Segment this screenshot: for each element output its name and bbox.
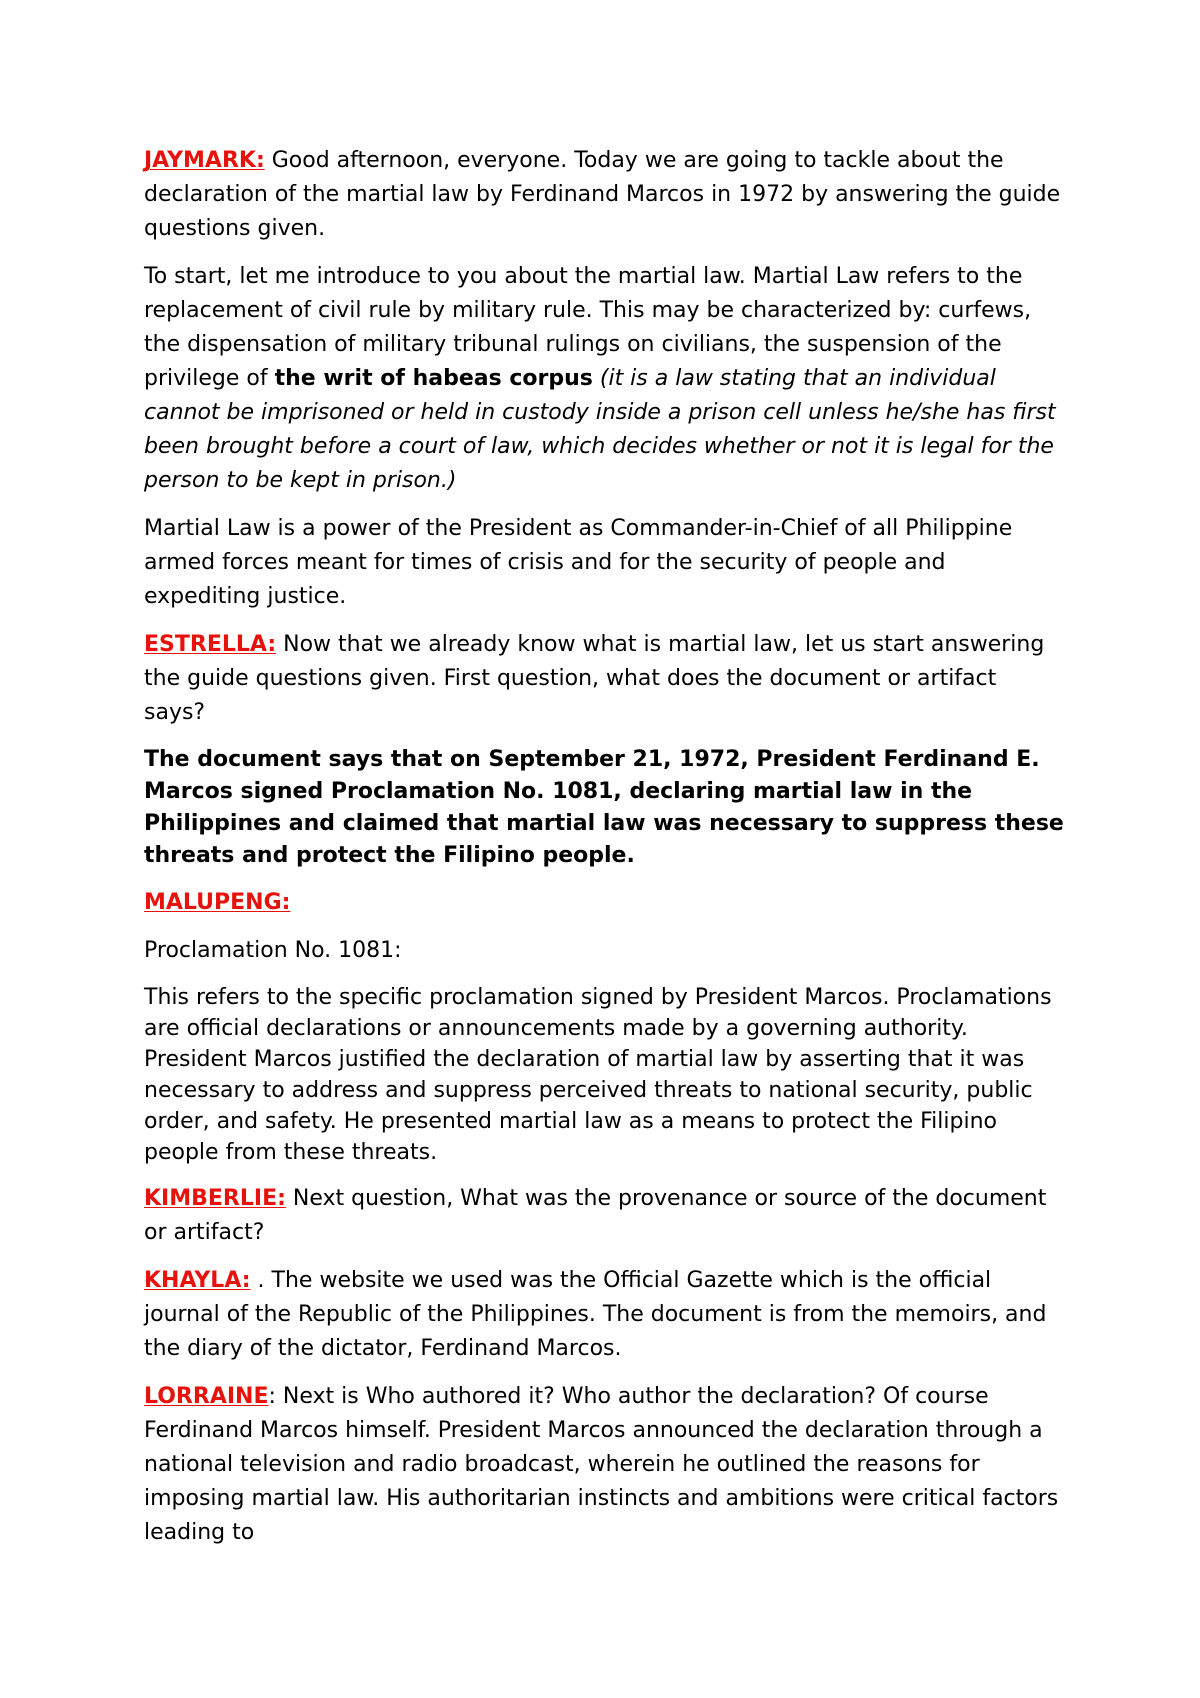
paragraph-text: . The website we used was the Official Gazette which is the official journal of the Republic of the Philippines. The document is from the memoirs, and the diary of the dictator, Ferdinand Marcos. bbox=[144, 1268, 1047, 1361]
bold-term: the writ of habeas corpus bbox=[274, 366, 593, 391]
paragraph-text: This refers to the specific proclamation signed by President Marcos. Proclamations are official declarations or announcements made by a governing authority. President Marcos justified the declaration of martial law by asserting that it was necessary to address and suppress perceived threats to national security, public order, and safety. He presented martial law as a means to protect the Filipino people from these threats. bbox=[144, 985, 1052, 1165]
paragraph-provenance-answer bbox=[144, 1264, 1064, 1366]
paragraph-proclamation-explanation bbox=[144, 982, 1064, 1168]
speaker-label: KIMBERLIE: bbox=[144, 1186, 286, 1211]
paragraph-proclamation-title bbox=[144, 934, 1064, 968]
paragraph-text: Now that we already know what is martial law, let us start answering the guide questions given. First question, what does the document or artifact says? bbox=[144, 632, 1045, 725]
paragraph-text: Good afternoon, everyone. Today we are going to tackle about the declaration of the martial law by Ferdinand Marcos in 1972 by answering the guide questions given. bbox=[144, 148, 1061, 241]
speaker-label: LORRAINE bbox=[144, 1384, 269, 1409]
paragraph-author-question bbox=[144, 1380, 1064, 1550]
speaker-label: ESTRELLA: bbox=[144, 632, 277, 657]
paragraph-speaker-heading bbox=[144, 886, 1064, 920]
paragraph-text: Martial Law is a power of the President as Commander-in-Chief of all Philippine armed forces meant for times of crisis and for the security of people and expediting justice. bbox=[144, 516, 1013, 609]
speaker-label: JAYMARK: bbox=[144, 148, 265, 173]
paragraph-provenance-question bbox=[144, 1182, 1064, 1250]
paragraph-text: The document says that on September 21, 1972, President Ferdinand E. Marcos signed Proclamation No. 1081, declaring martial law in the Philippines and claimed that martial law was necessary to suppress these threats and protect the Filipino people. bbox=[144, 747, 1064, 868]
paragraph-text: Next question, What was the provenance or source of the document or artifact? bbox=[144, 1186, 1047, 1245]
italic-definition: (it is a law stating that an individual cannot be imprisoned or held in custody inside a prison cell unless he/she has first been brought before a court of law, which decides whether or not it is legal for the person to be kept in prison.) bbox=[144, 366, 1056, 493]
paragraph-first-question bbox=[144, 628, 1064, 730]
speaker-label: MALUPENG: bbox=[144, 890, 291, 915]
speaker-label: KHAYLA: bbox=[144, 1268, 251, 1293]
paragraph-martial-law-definition bbox=[144, 260, 1064, 498]
document-page bbox=[144, 144, 1064, 1564]
paragraph-document-answer bbox=[144, 744, 1064, 872]
paragraph-presidential-power bbox=[144, 512, 1064, 614]
paragraph-text: Proclamation No. 1081: bbox=[144, 938, 402, 963]
paragraph-text: : Next is Who authored it? Who author the declaration? Of course Ferdinand Marcos himself. President Marcos announced the declaration through a national television and radio broadcast, wherein he outlined the reasons for imposing martial law. His authoritarian instincts and ambitions were critical factors leading to bbox=[144, 1384, 1059, 1545]
paragraph-text: To start, let me introduce to you about the martial law. Martial Law refers to the replacement of civil rule by military rule. This may be characterized by: curfews, the dispensation of military tribunal rulings on civilians, the suspension of the privilege of bbox=[144, 264, 1032, 391]
paragraph-intro bbox=[144, 144, 1064, 246]
